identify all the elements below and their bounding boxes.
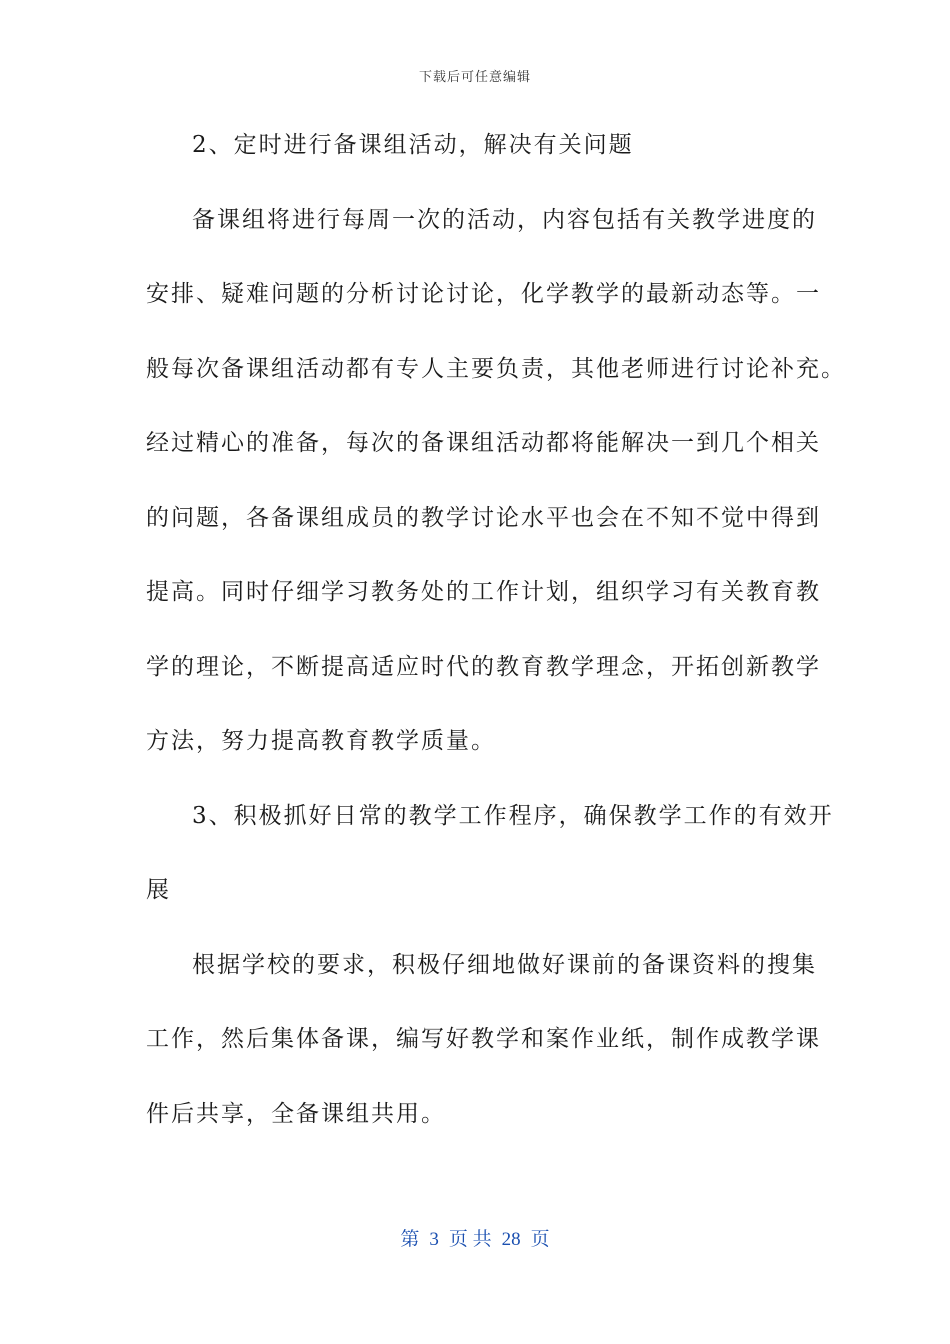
paragraph-line: 般每次备课组活动都有专人主要负责，其他老师进行讨论补充。 (146, 355, 846, 382)
paragraph-line: 提高。同时仔细学习教务处的工作计划，组织学习有关教育教 (146, 579, 821, 605)
footer-suffix: 页 (530, 1229, 550, 1250)
total-pages-number: 28 (501, 1229, 521, 1250)
paragraph-line: 工作，然后集体备课，编写好教学和案作业纸，制作成教学课 (146, 1026, 821, 1052)
paragraph-line: 件后共享，全备课组共用。 (146, 1100, 446, 1127)
paragraph-line: 方法，努力提高教育教学质量。 (146, 728, 496, 754)
document-body (146, 120, 846, 1163)
page-header: 下载后可任意编辑 (418, 70, 531, 85)
page-footer (0, 1224, 950, 1251)
paragraph-line: 的问题，各备课组成员的教学讨论水平也会在不知不觉中得到 (146, 504, 821, 531)
footer-middle: 页 共 (448, 1229, 492, 1250)
section-heading-3-cont: 展 (146, 877, 171, 903)
section-heading-2: 2、定时进行备课组活动，解决有关问题 (192, 132, 634, 158)
paragraph-line: 安排、疑难问题的分析讨论讨论，化学教学的最新动态等。一 (146, 281, 821, 307)
paragraph-line: 经过精心的准备，每次的备课组活动都将能解决一到几个相关 (146, 430, 821, 456)
paragraph-line: 根据学校的要求，积极仔细地做好课前的备课资料的搜集 (192, 951, 817, 978)
paragraph-line: 备课组将进行每周一次的活动，内容包括有关教学进度的 (192, 206, 817, 233)
paragraph-line: 学的理论，不断提高适应时代的教育教学理念，开拓创新教学 (146, 653, 821, 680)
footer-prefix: 第 (400, 1229, 420, 1250)
section-heading-3: 3、积极抓好日常的教学工作程序，确保教学工作的有效开 (192, 802, 834, 829)
current-page-number: 3 (429, 1229, 439, 1250)
